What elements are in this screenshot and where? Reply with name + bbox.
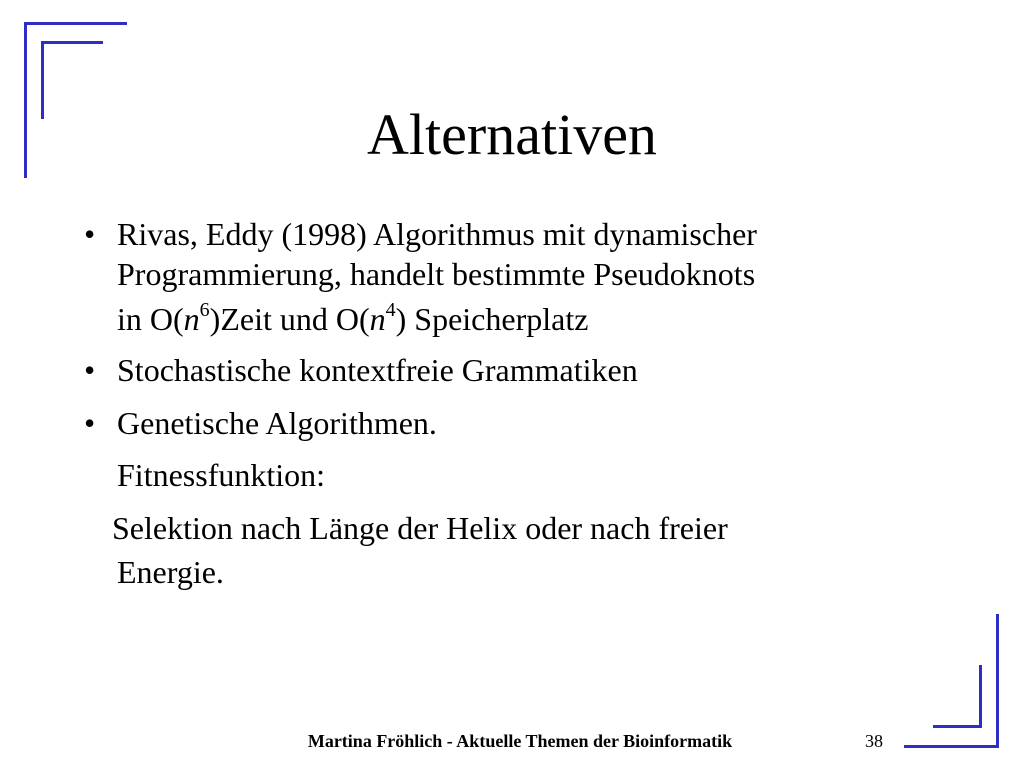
- variable-n: n: [183, 301, 200, 337]
- bullet-marker: •: [84, 405, 96, 441]
- complexity-prefix: in O(: [117, 301, 184, 337]
- complexity-suffix: ) Speicherplatz: [395, 301, 589, 337]
- bullet-marker: •: [84, 352, 96, 388]
- slide-title: Alternativen: [367, 102, 657, 167]
- variable-n: n: [369, 301, 386, 337]
- complexity-mid: )Zeit und O(: [209, 301, 370, 337]
- sub-line-selection: Selektion nach Länge der Helix oder nach freier: [112, 510, 728, 546]
- exponent-space: 4: [385, 299, 396, 322]
- exponent-time: 6: [199, 299, 210, 322]
- corner-bracket-top-left-outer-horizontal: [24, 22, 127, 25]
- bullet-marker: •: [84, 216, 96, 252]
- bullet-3-text: Genetische Algorithmen.: [117, 405, 437, 441]
- bullet-1-line-3: [117, 296, 588, 342]
- page-number: 38: [865, 731, 883, 751]
- corner-bracket-bottom-right-outer-vertical: [996, 614, 999, 748]
- sub-line-fitness: Fitnessfunktion:: [117, 457, 326, 493]
- bullet-2-text: Stochastische kontextfreie Grammatiken: [117, 352, 638, 388]
- corner-bracket-top-left-inner-horizontal: [41, 41, 103, 44]
- bullet-1-line-1: Rivas, Eddy (1998) Algorithmus mit dynamischer: [117, 216, 757, 252]
- footer-author-text: Martina Fröhlich - Aktuelle Themen der Bioinformatik: [307, 731, 733, 751]
- corner-bracket-bottom-right-inner-horizontal: [933, 725, 982, 728]
- bullet-1-line-2: Programmierung, handelt bestimmte Pseudoknots: [117, 256, 756, 292]
- sub-line-energy: Energie.: [117, 554, 224, 590]
- corner-bracket-bottom-right-inner-vertical: [979, 665, 982, 728]
